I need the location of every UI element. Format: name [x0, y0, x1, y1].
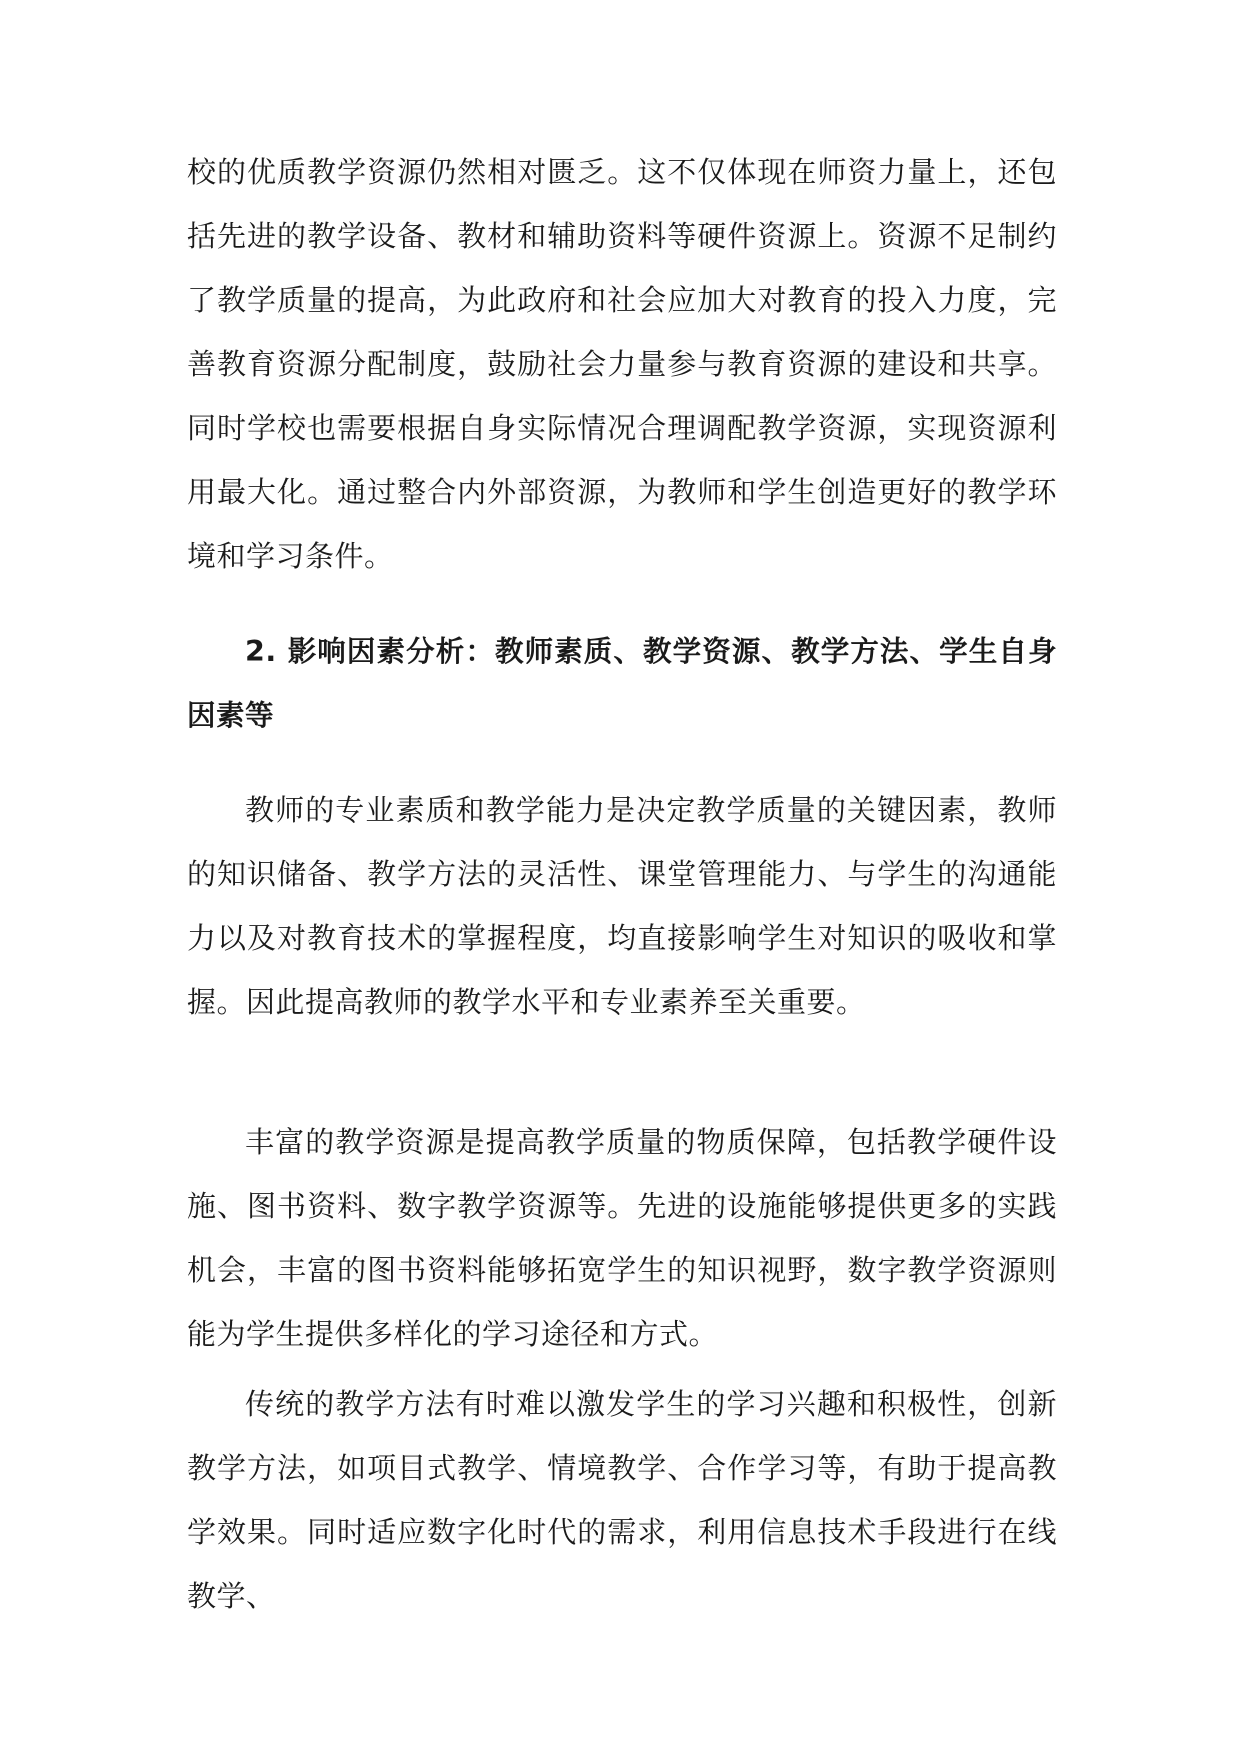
continuation-paragraph: 校的优质教学资源仍然相对匮乏。这不仅体现在师资力量上，还包括先进的教学设备、教材和辅助资料等硬件资源上。资源不足制约了教学质量的提高，为此政府和社会应加大对教育的投入力度，完善教育资源分配制度，鼓励社会力量参与教育资源的建设和共享。同时学校也需要根据自身实际情况合理调配教学资源，实现资源利用最大化。通过整合内外部资源，为教师和学生创造更好的教学环境和学习条件。	[187, 155, 1057, 573]
paragraph-teaching-methods: 传统的教学方法有时难以激发学生的学习兴趣和积极性，创新教学方法，如项目式教学、情境教学、合作学习等，有助于提高教学效果。同时适应数字化时代的需求，利用信息技术手段进行在线教学、	[187, 1387, 1057, 1613]
paragraph-teaching-resources: 丰富的教学资源是提高教学质量的物质保障，包括教学硬件设施、图书资料、数字教学资源等。先进的设施能够提供更多的实践机会，丰富的图书资料能够拓宽学生的知识视野，数字教学资源则能为学生提供多样化的学习途径和方式。	[187, 1125, 1057, 1351]
section-heading: 2. 影响因素分析：教师素质、教学资源、教学方法、学生自身因素等	[187, 635, 1057, 732]
paragraph-teacher-quality: 教师的专业素质和教学能力是决定教学质量的关键因素，教师的知识储备、教学方法的灵活性、课堂管理能力、与学生的沟通能力以及对教育技术的掌握程度，均直接影响学生对知识的吸收和掌握。因此提高教师的教学水平和专业素养至关重要。	[187, 793, 1057, 1019]
